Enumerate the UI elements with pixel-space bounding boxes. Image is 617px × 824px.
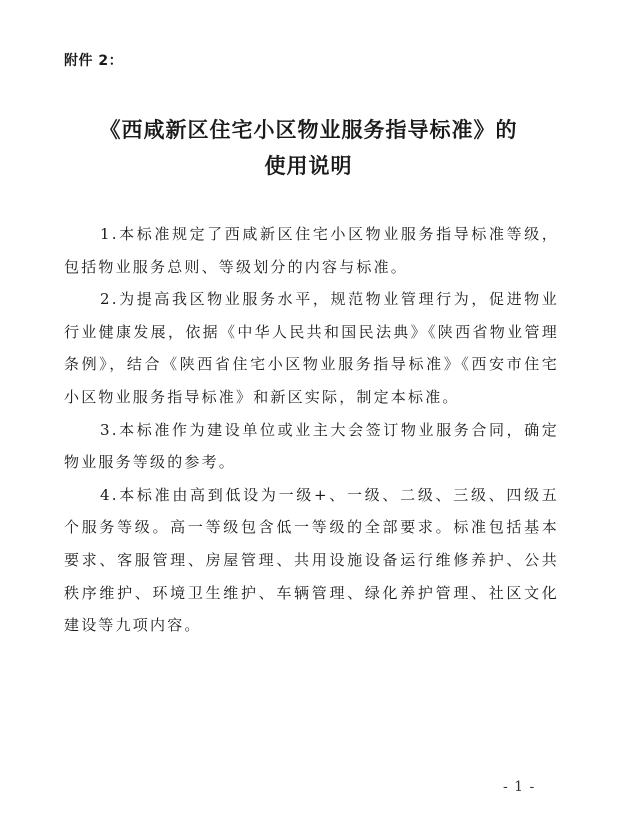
page-number: - 1 - bbox=[503, 779, 536, 795]
paragraph-4: 4.本标准由高到低设为一级+、一级、二级、三级、四级五个服务等级。高一等级包含低一等级的全部要求。标准包括基本要求、客服管理、房屋管理、共用设施设备运行维修养护、公共秩序维护、环境卫生维护、车辆管理、绿化养护管理、社区文化建设等九项内容。 bbox=[64, 485, 559, 635]
paragraph-1: 1.本标准规定了西咸新区住宅小区物业服务指导标准等级，包括物业服务总则、等级划分的内容与标准。 bbox=[64, 225, 559, 276]
paragraph-3: 3.本标准作为建设单位或业主大会签订物业服务合同，确定物业服务等级的参考。 bbox=[64, 420, 559, 472]
document-title-line-2: 使用说明 bbox=[264, 153, 353, 178]
document-body bbox=[64, 218, 559, 642]
document-title-line-1: 《西咸新区住宅小区物业服务指导标准》的 bbox=[99, 117, 518, 142]
attachment-label: 附件 2： bbox=[64, 53, 124, 69]
paragraph-2: 2.为提高我区物业服务水平，规范物业管理行为，促进物业行业健康发展，依据《中华人民共和国民法典》《陕西省物业管理条例》，结合《陕西省住宅小区物业服务指导标准》《西安市住宅小区物业服务指导标准》和新区实际，制定本标准。 bbox=[64, 290, 559, 406]
